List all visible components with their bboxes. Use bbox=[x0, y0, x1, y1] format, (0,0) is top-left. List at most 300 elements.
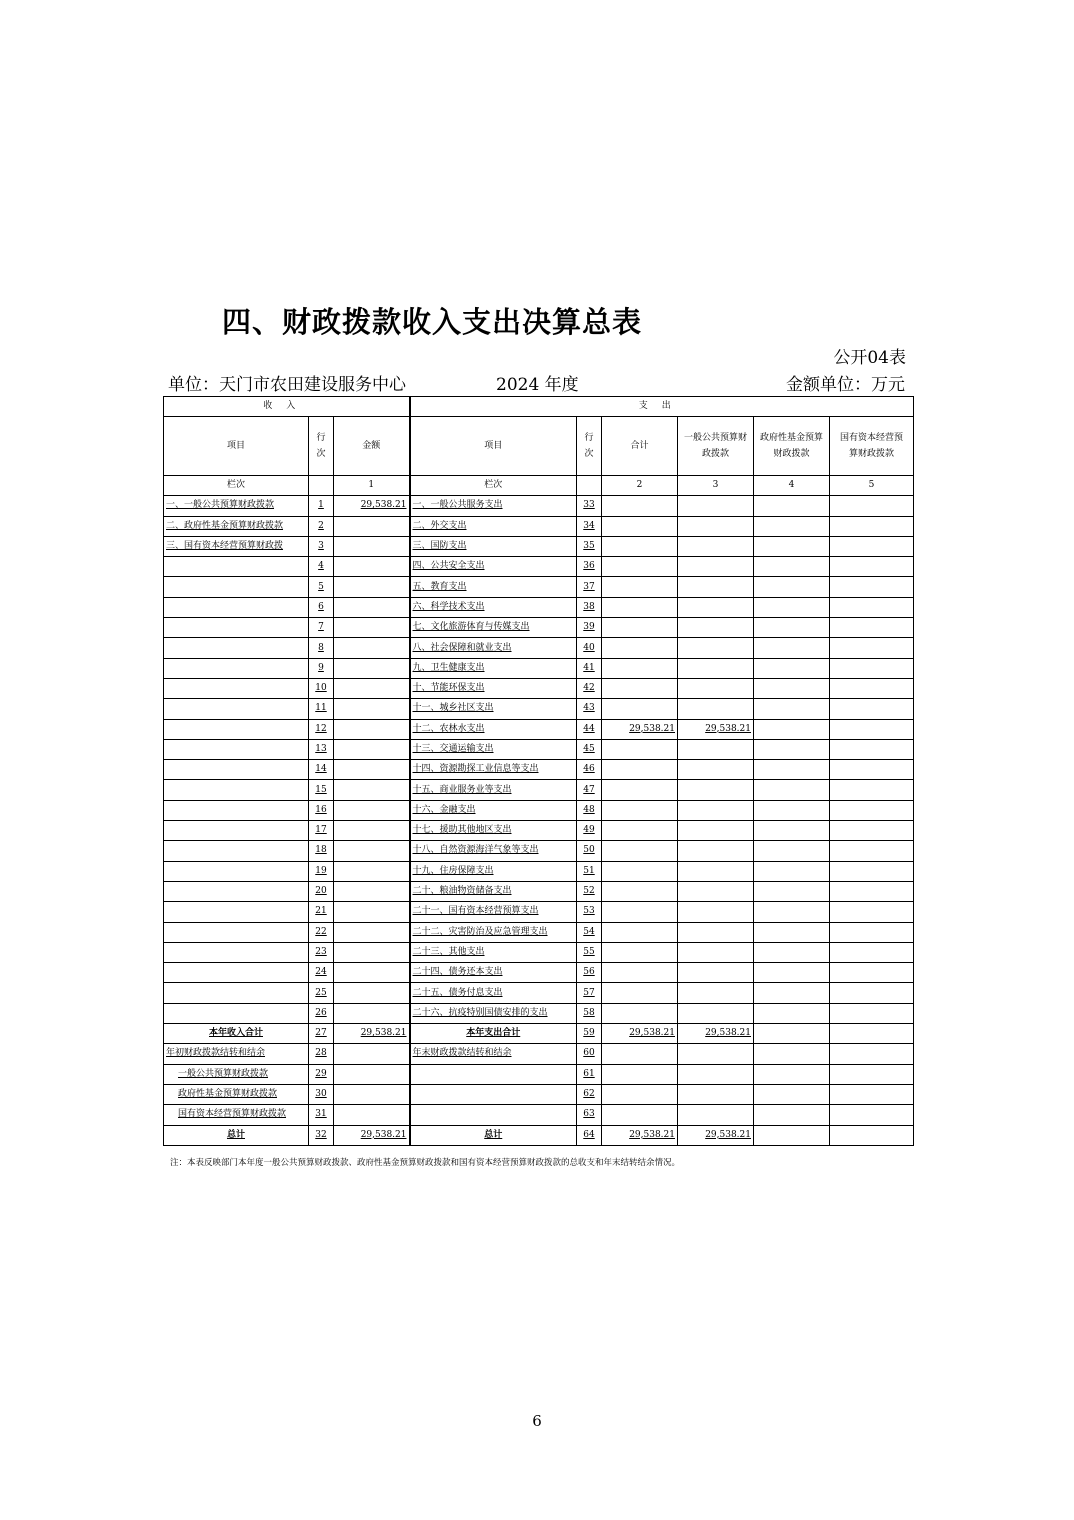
expense-total bbox=[602, 1084, 678, 1104]
income-item bbox=[164, 902, 309, 922]
expense-general-budget bbox=[678, 577, 754, 597]
expense-line-no-header: 行次 bbox=[577, 417, 602, 476]
income-amount bbox=[334, 1105, 410, 1125]
expense-state-capital bbox=[830, 638, 914, 658]
income-amount bbox=[334, 800, 410, 820]
expense-state-capital bbox=[830, 800, 914, 820]
income-item bbox=[164, 1003, 309, 1023]
expense-item: 总计 bbox=[410, 1125, 577, 1145]
income-line-no: 15 bbox=[309, 780, 334, 800]
expense-gov-fund bbox=[754, 699, 830, 719]
expense-line-no: 50 bbox=[577, 841, 602, 861]
income-line-no: 2 bbox=[309, 516, 334, 536]
income-item bbox=[164, 719, 309, 739]
expense-state-capital bbox=[830, 557, 914, 577]
expense-item: 九、卫生健康支出 bbox=[410, 658, 577, 678]
expense-state-capital bbox=[830, 983, 914, 1003]
expense-line-no: 61 bbox=[577, 1064, 602, 1084]
expense-gov-fund bbox=[754, 760, 830, 780]
expense-item: 十八、自然资源海洋气象等支出 bbox=[410, 841, 577, 861]
table-row bbox=[164, 841, 914, 861]
table-row bbox=[164, 536, 914, 556]
income-item bbox=[164, 942, 309, 962]
expense-general-budget bbox=[678, 618, 754, 638]
expense-total bbox=[602, 942, 678, 962]
expense-state-capital bbox=[830, 963, 914, 983]
expense-item: 一、一般公共服务支出 bbox=[410, 496, 577, 516]
expense-state-capital bbox=[830, 922, 914, 942]
expense-total bbox=[602, 881, 678, 901]
expense-item: 十、节能环保支出 bbox=[410, 678, 577, 698]
expense-line-no: 33 bbox=[577, 496, 602, 516]
col-num-1: 1 bbox=[334, 476, 410, 496]
expense-gov-fund bbox=[754, 496, 830, 516]
expense-general-budget: 29,538.21 bbox=[678, 1125, 754, 1145]
form-number: 公开04表 bbox=[833, 348, 906, 368]
income-line-no: 23 bbox=[309, 942, 334, 962]
table-row bbox=[164, 699, 914, 719]
income-line-no: 1 bbox=[309, 496, 334, 516]
empty-cell bbox=[309, 476, 334, 496]
expense-general-budget bbox=[678, 841, 754, 861]
gov-fund-header: 政府性基金预算财政拨款 bbox=[754, 417, 830, 476]
expense-gov-fund bbox=[754, 1064, 830, 1084]
expense-state-capital bbox=[830, 1024, 914, 1044]
expense-general-budget bbox=[678, 1084, 754, 1104]
expense-header: 支出 bbox=[410, 397, 914, 417]
expense-item bbox=[410, 1105, 577, 1125]
expense-total bbox=[602, 658, 678, 678]
income-item: 年初财政拨款结转和结余 bbox=[164, 1044, 309, 1064]
expense-item: 六、科学技术支出 bbox=[410, 597, 577, 617]
expense-item: 七、文化旅游体育与传媒支出 bbox=[410, 618, 577, 638]
expense-item: 二十六、抗疫特别国债安排的支出 bbox=[410, 1003, 577, 1023]
expense-state-capital bbox=[830, 597, 914, 617]
expense-line-no: 42 bbox=[577, 678, 602, 698]
income-amount bbox=[334, 821, 410, 841]
table-row bbox=[164, 597, 914, 617]
expense-gov-fund bbox=[754, 1125, 830, 1145]
expense-gov-fund bbox=[754, 1084, 830, 1104]
expense-gov-fund bbox=[754, 597, 830, 617]
expense-general-budget bbox=[678, 1003, 754, 1023]
expense-line-no: 37 bbox=[577, 577, 602, 597]
report-meta bbox=[168, 370, 905, 394]
expense-gov-fund bbox=[754, 557, 830, 577]
expense-line-no: 57 bbox=[577, 983, 602, 1003]
expense-item: 本年支出合计 bbox=[410, 1024, 577, 1044]
expense-gov-fund bbox=[754, 1024, 830, 1044]
expense-gov-fund bbox=[754, 719, 830, 739]
expense-state-capital bbox=[830, 719, 914, 739]
income-line-no: 12 bbox=[309, 719, 334, 739]
expense-general-budget bbox=[678, 983, 754, 1003]
income-amount bbox=[334, 516, 410, 536]
expense-total: 29,538.21 bbox=[602, 719, 678, 739]
expense-total bbox=[602, 577, 678, 597]
income-amount bbox=[334, 1044, 410, 1064]
carryover-row bbox=[164, 1105, 914, 1125]
expense-total bbox=[602, 922, 678, 942]
income-line-no: 27 bbox=[309, 1024, 334, 1044]
income-amount bbox=[334, 678, 410, 698]
income-item: 一、一般公共预算财政拨款 bbox=[164, 496, 309, 516]
expense-general-budget bbox=[678, 536, 754, 556]
income-amount bbox=[334, 557, 410, 577]
income-line-no: 16 bbox=[309, 800, 334, 820]
table-row bbox=[164, 963, 914, 983]
expense-line-no: 43 bbox=[577, 699, 602, 719]
expense-gov-fund bbox=[754, 963, 830, 983]
income-amount: 29,538.21 bbox=[334, 496, 410, 516]
income-line-no: 5 bbox=[309, 577, 334, 597]
subtotal-row bbox=[164, 1024, 914, 1044]
expense-gov-fund bbox=[754, 1105, 830, 1125]
expense-line-no: 64 bbox=[577, 1125, 602, 1145]
expense-general-budget bbox=[678, 942, 754, 962]
expense-general-budget bbox=[678, 861, 754, 881]
expense-state-capital bbox=[830, 821, 914, 841]
income-line-no: 11 bbox=[309, 699, 334, 719]
income-item: 国有资本经营预算财政拨款 bbox=[164, 1105, 309, 1125]
income-item bbox=[164, 577, 309, 597]
expense-total bbox=[602, 496, 678, 516]
expense-gov-fund bbox=[754, 618, 830, 638]
expense-gov-fund bbox=[754, 861, 830, 881]
expense-total bbox=[602, 678, 678, 698]
grand-total-row bbox=[164, 1125, 914, 1145]
expense-line-no: 54 bbox=[577, 922, 602, 942]
income-item bbox=[164, 861, 309, 881]
money-unit-label: 金额单位：万元 bbox=[786, 375, 905, 395]
expense-state-capital bbox=[830, 678, 914, 698]
income-line-no: 9 bbox=[309, 658, 334, 678]
income-item bbox=[164, 800, 309, 820]
expense-item bbox=[410, 1084, 577, 1104]
expense-line-no: 52 bbox=[577, 881, 602, 901]
expense-line-no: 56 bbox=[577, 963, 602, 983]
column-header-row bbox=[164, 417, 914, 476]
expense-state-capital bbox=[830, 861, 914, 881]
expense-total bbox=[602, 800, 678, 820]
table-row bbox=[164, 780, 914, 800]
expense-gov-fund bbox=[754, 780, 830, 800]
expense-total bbox=[602, 963, 678, 983]
income-amount bbox=[334, 963, 410, 983]
income-item bbox=[164, 618, 309, 638]
income-amount bbox=[334, 760, 410, 780]
table-row bbox=[164, 577, 914, 597]
expense-item: 二、外交支出 bbox=[410, 516, 577, 536]
expense-line-no: 39 bbox=[577, 618, 602, 638]
expense-general-budget bbox=[678, 638, 754, 658]
income-col-label: 栏次 bbox=[164, 476, 309, 496]
expense-total bbox=[602, 1064, 678, 1084]
income-item bbox=[164, 983, 309, 1003]
expense-state-capital bbox=[830, 516, 914, 536]
expense-total-header: 合计 bbox=[602, 417, 678, 476]
income-amount bbox=[334, 841, 410, 861]
table-row bbox=[164, 760, 914, 780]
expense-line-no: 40 bbox=[577, 638, 602, 658]
income-line-no: 25 bbox=[309, 983, 334, 1003]
expense-col-label: 栏次 bbox=[410, 476, 577, 496]
expense-gov-fund bbox=[754, 1003, 830, 1023]
expense-line-no: 34 bbox=[577, 516, 602, 536]
table-row bbox=[164, 618, 914, 638]
expense-item: 二十、粮油物资储备支出 bbox=[410, 881, 577, 901]
income-item bbox=[164, 780, 309, 800]
expense-general-budget: 29,538.21 bbox=[678, 1024, 754, 1044]
expense-gov-fund bbox=[754, 841, 830, 861]
income-item bbox=[164, 658, 309, 678]
table-row bbox=[164, 902, 914, 922]
financial-summary-table bbox=[163, 396, 914, 1146]
income-amount bbox=[334, 861, 410, 881]
income-amount bbox=[334, 638, 410, 658]
table-row bbox=[164, 516, 914, 536]
income-amount: 29,538.21 bbox=[334, 1024, 410, 1044]
income-item bbox=[164, 760, 309, 780]
income-item bbox=[164, 597, 309, 617]
expense-general-budget bbox=[678, 1064, 754, 1084]
table-row bbox=[164, 861, 914, 881]
income-amount bbox=[334, 1003, 410, 1023]
income-amount bbox=[334, 719, 410, 739]
table-row bbox=[164, 1003, 914, 1023]
expense-gov-fund bbox=[754, 739, 830, 759]
expense-line-no: 55 bbox=[577, 942, 602, 962]
income-item bbox=[164, 841, 309, 861]
income-amount bbox=[334, 902, 410, 922]
expense-item: 十九、住房保障支出 bbox=[410, 861, 577, 881]
expense-item: 十四、资源勘探工业信息等支出 bbox=[410, 760, 577, 780]
income-amount bbox=[334, 983, 410, 1003]
unit-label: 单位：天门市农田建设服务中心 bbox=[168, 375, 406, 395]
page-number: 6 bbox=[532, 1412, 542, 1430]
income-line-no: 8 bbox=[309, 638, 334, 658]
expense-gov-fund bbox=[754, 922, 830, 942]
expense-total bbox=[602, 516, 678, 536]
income-item bbox=[164, 881, 309, 901]
expense-line-no: 60 bbox=[577, 1044, 602, 1064]
table-row bbox=[164, 821, 914, 841]
income-line-no: 29 bbox=[309, 1064, 334, 1084]
expense-line-no: 59 bbox=[577, 1024, 602, 1044]
income-line-no: 19 bbox=[309, 861, 334, 881]
expense-state-capital bbox=[830, 780, 914, 800]
expense-line-no: 46 bbox=[577, 760, 602, 780]
expense-state-capital bbox=[830, 1084, 914, 1104]
expense-total bbox=[602, 638, 678, 658]
expense-item: 三、国防支出 bbox=[410, 536, 577, 556]
table-row bbox=[164, 739, 914, 759]
expense-item: 二十一、国有资本经营预算支出 bbox=[410, 902, 577, 922]
income-item: 总计 bbox=[164, 1125, 309, 1145]
income-amount bbox=[334, 699, 410, 719]
table-row bbox=[164, 557, 914, 577]
column-number-row bbox=[164, 476, 914, 496]
expense-state-capital bbox=[830, 760, 914, 780]
table-row bbox=[164, 719, 914, 739]
income-line-no: 14 bbox=[309, 760, 334, 780]
expense-gov-fund bbox=[754, 638, 830, 658]
income-line-no: 24 bbox=[309, 963, 334, 983]
expense-state-capital bbox=[830, 496, 914, 516]
year-label: 2024 年度 bbox=[496, 375, 579, 395]
table-row bbox=[164, 800, 914, 820]
expense-gov-fund bbox=[754, 1044, 830, 1064]
income-line-no: 4 bbox=[309, 557, 334, 577]
expense-item: 二十二、灾害防治及应急管理支出 bbox=[410, 922, 577, 942]
table-note: 注：本表反映部门本年度一般公共预算财政拨款、政府性基金预算财政拨款和国有资本经营预算财政拨款的总收支和年末结转结余情况。 bbox=[170, 1158, 681, 1168]
expense-total bbox=[602, 821, 678, 841]
page-title: 四、财政拨款收入支出决算总表 bbox=[222, 305, 643, 339]
expense-gov-fund bbox=[754, 983, 830, 1003]
expense-general-budget bbox=[678, 881, 754, 901]
expense-line-no: 47 bbox=[577, 780, 602, 800]
income-line-no: 10 bbox=[309, 678, 334, 698]
income-item bbox=[164, 638, 309, 658]
expense-line-no: 62 bbox=[577, 1084, 602, 1104]
income-item bbox=[164, 678, 309, 698]
expense-total bbox=[602, 841, 678, 861]
expense-item: 二十四、债务还本支出 bbox=[410, 963, 577, 983]
carryover-row bbox=[164, 1084, 914, 1104]
expense-total bbox=[602, 861, 678, 881]
expense-line-no: 45 bbox=[577, 739, 602, 759]
expense-state-capital bbox=[830, 1044, 914, 1064]
expense-state-capital bbox=[830, 1003, 914, 1023]
expense-total bbox=[602, 699, 678, 719]
expense-gov-fund bbox=[754, 902, 830, 922]
col-num-5: 5 bbox=[830, 476, 914, 496]
expense-item: 五、教育支出 bbox=[410, 577, 577, 597]
expense-total bbox=[602, 983, 678, 1003]
expense-general-budget bbox=[678, 678, 754, 698]
income-item: 一般公共预算财政拨款 bbox=[164, 1064, 309, 1084]
income-amount bbox=[334, 1084, 410, 1104]
income-line-no: 17 bbox=[309, 821, 334, 841]
table-row bbox=[164, 983, 914, 1003]
income-line-no: 30 bbox=[309, 1084, 334, 1104]
expense-general-budget bbox=[678, 739, 754, 759]
expense-state-capital bbox=[830, 1105, 914, 1125]
expense-state-capital bbox=[830, 841, 914, 861]
expense-gov-fund bbox=[754, 658, 830, 678]
expense-gov-fund bbox=[754, 536, 830, 556]
expense-total bbox=[602, 1105, 678, 1125]
expense-general-budget bbox=[678, 658, 754, 678]
income-amount bbox=[334, 1064, 410, 1084]
expense-general-budget bbox=[678, 780, 754, 800]
expense-gov-fund bbox=[754, 821, 830, 841]
expense-gov-fund bbox=[754, 516, 830, 536]
general-budget-header: 一般公共预算财政拨款 bbox=[678, 417, 754, 476]
expense-total bbox=[602, 597, 678, 617]
expense-item-header: 项目 bbox=[410, 417, 577, 476]
expense-general-budget bbox=[678, 922, 754, 942]
expense-total bbox=[602, 557, 678, 577]
income-item bbox=[164, 699, 309, 719]
income-line-no: 6 bbox=[309, 597, 334, 617]
expense-state-capital bbox=[830, 1064, 914, 1084]
expense-item: 四、公共安全支出 bbox=[410, 557, 577, 577]
expense-gov-fund bbox=[754, 800, 830, 820]
expense-state-capital bbox=[830, 658, 914, 678]
income-item-header: 项目 bbox=[164, 417, 309, 476]
income-line-no: 13 bbox=[309, 739, 334, 759]
income-amount bbox=[334, 536, 410, 556]
expense-state-capital bbox=[830, 618, 914, 638]
expense-line-no: 41 bbox=[577, 658, 602, 678]
table-row bbox=[164, 942, 914, 962]
expense-gov-fund bbox=[754, 881, 830, 901]
income-line-no: 3 bbox=[309, 536, 334, 556]
expense-line-no: 38 bbox=[577, 597, 602, 617]
income-line-no: 31 bbox=[309, 1105, 334, 1125]
table-row bbox=[164, 678, 914, 698]
income-line-no: 26 bbox=[309, 1003, 334, 1023]
expense-item bbox=[410, 1064, 577, 1084]
income-amount bbox=[334, 881, 410, 901]
expense-item: 年末财政拨款结转和结余 bbox=[410, 1044, 577, 1064]
expense-general-budget bbox=[678, 902, 754, 922]
expense-state-capital bbox=[830, 536, 914, 556]
expense-general-budget bbox=[678, 516, 754, 536]
table-row bbox=[164, 881, 914, 901]
table-row bbox=[164, 638, 914, 658]
income-item bbox=[164, 922, 309, 942]
income-item: 本年收入合计 bbox=[164, 1024, 309, 1044]
income-amount bbox=[334, 577, 410, 597]
income-item: 二、政府性基金预算财政拨款 bbox=[164, 516, 309, 536]
expense-line-no: 63 bbox=[577, 1105, 602, 1125]
expense-general-budget bbox=[678, 557, 754, 577]
expense-state-capital bbox=[830, 577, 914, 597]
expense-gov-fund bbox=[754, 942, 830, 962]
expense-general-budget bbox=[678, 597, 754, 617]
income-amount bbox=[334, 739, 410, 759]
expense-total: 29,538.21 bbox=[602, 1024, 678, 1044]
expense-general-budget: 29,538.21 bbox=[678, 719, 754, 739]
income-line-no: 28 bbox=[309, 1044, 334, 1064]
income-line-no: 22 bbox=[309, 922, 334, 942]
expense-total bbox=[602, 1003, 678, 1023]
carryover-row bbox=[164, 1044, 914, 1064]
expense-gov-fund bbox=[754, 678, 830, 698]
expense-general-budget bbox=[678, 1044, 754, 1064]
state-capital-header: 国有资本经营预算财政拨款 bbox=[830, 417, 914, 476]
col-num-3: 3 bbox=[678, 476, 754, 496]
expense-general-budget bbox=[678, 1105, 754, 1125]
expense-line-no: 48 bbox=[577, 800, 602, 820]
income-line-no: 20 bbox=[309, 881, 334, 901]
income-item bbox=[164, 821, 309, 841]
expense-item: 十三、交通运输支出 bbox=[410, 739, 577, 759]
expense-total bbox=[602, 902, 678, 922]
expense-total bbox=[602, 760, 678, 780]
income-item: 三、国有资本经营预算财政拨 bbox=[164, 536, 309, 556]
income-amount bbox=[334, 597, 410, 617]
income-item bbox=[164, 963, 309, 983]
expense-gov-fund bbox=[754, 577, 830, 597]
expense-item: 十五、商业服务业等支出 bbox=[410, 780, 577, 800]
expense-line-no: 44 bbox=[577, 719, 602, 739]
expense-item: 二十五、债务付息支出 bbox=[410, 983, 577, 1003]
expense-item: 十六、金融支出 bbox=[410, 800, 577, 820]
expense-total bbox=[602, 536, 678, 556]
